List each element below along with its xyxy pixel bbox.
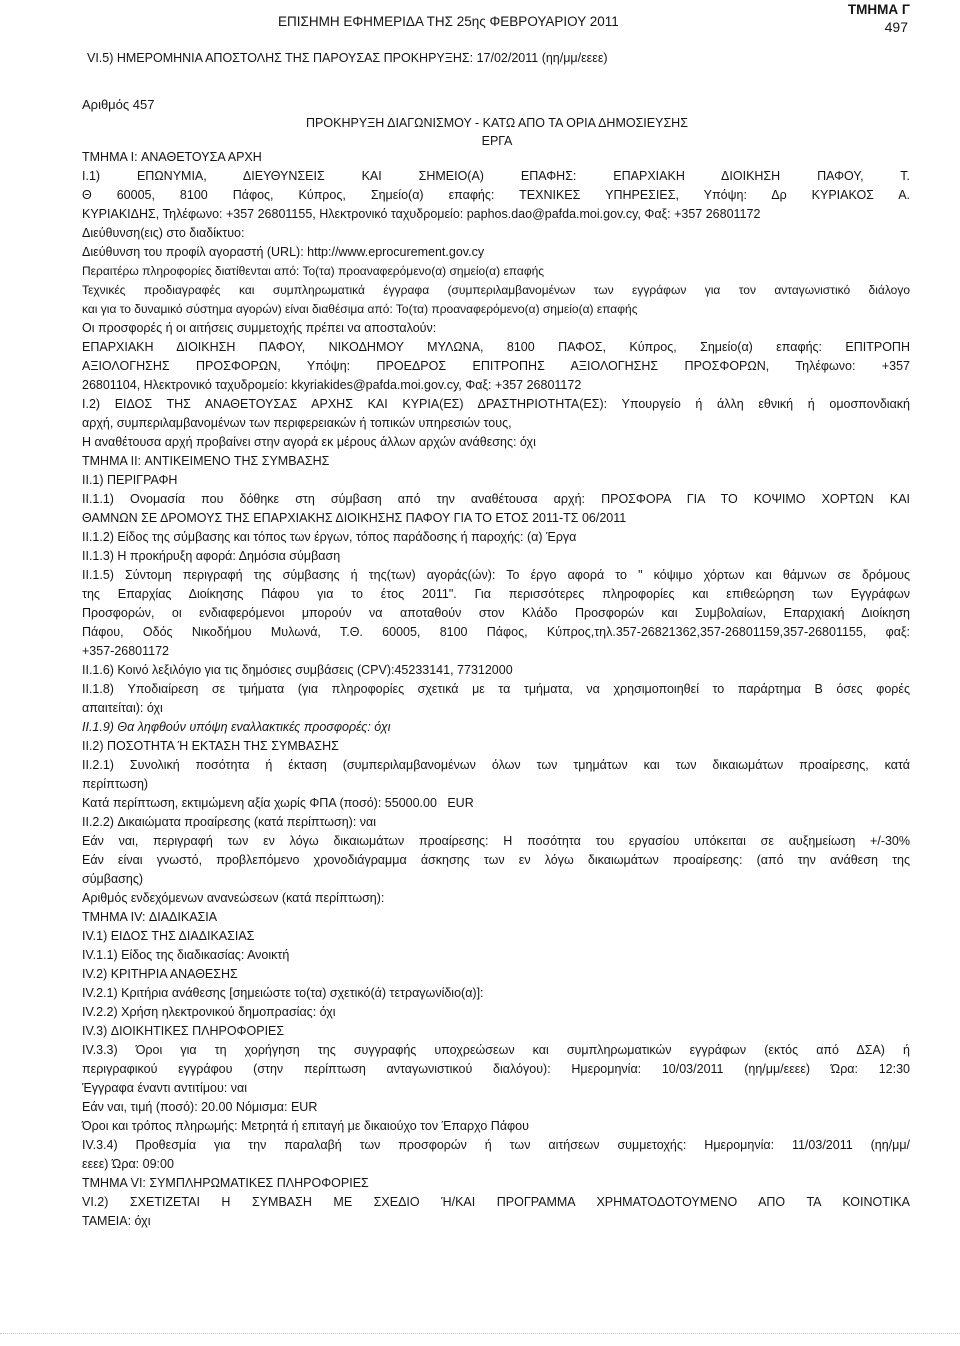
text-line: ΑΞΙΟΛΟΓΗΣΗΣ ΠΡΟΣΦΟΡΩΝ, Υπόψη: ΠΡΟΕΔΡΟΣ ΕΠΙΤΡΟΠΗΣ ΑΞΙΟΛΟΓΗΣΗΣ ΠΡΟΣΦΟΡΩΝ, Τηλέφωνο: +357: [82, 359, 910, 373]
text-line: Θ 60005, 8100 Πάφος, Κύπρος, Σημείο(α) επαφής: ΤΕΧΝΙΚΕΣ ΥΠΗΡΕΣΙΕΣ, Υπόψη: Δρ ΚΥΡΙΑΚΟΣ Α.: [82, 188, 910, 202]
text-line: Τεχνικές προδιαγραφές και συμπληρωματικά έγγραφα (συμπεριλαμβανομένων των εγγράφων για τον ανταγωνιστικό διάλογο: [82, 283, 910, 297]
text-line: IV.1.1) Είδος της διαδικασίας: Ανοικτή: [82, 948, 290, 962]
text-line: I.2) ΕΙΔΟΣ ΤΗΣ ΑΝΑΘΕΤΟΥΣΑΣ ΑΡΧΗΣ ΚΑΙ ΚΥΡΙΑ(ΕΣ) ΔΡΑΣΤΗΡΙΟΤΗΤΑ(ΕΣ): Υπουργείο ή άλλη εθνική ή ομοσπονδιακή: [82, 397, 910, 411]
text-line: Εάν ναι, τιμή (ποσό): 20.00 Νόμισμα: EUR: [82, 1100, 318, 1114]
text-line: και για το δυναμικό σύστημα αγορών) είναι διαθέσιμα από: Το(τα) προαναφερόμενο(α) σημείο(α) επαφής: [82, 302, 638, 316]
text-line: Προσφορών, οι ενδιαφερόμενοι μπορούν να αποταθούν στον Κλάδο Προσφορών και Συμβολαίων, Επαρχιακή Διοίκηση: [82, 606, 910, 620]
text-line: Διεύθυνση(εις) στο διαδίκτυο:: [82, 226, 245, 240]
subsection-heading: II.2) ΠΟΣΟΤΗΤΑ Ή ΕΚΤΑΣΗ ΤΗΣ ΣΥΜΒΑΣΗΣ: [82, 739, 339, 753]
subsection-heading: IV.2) ΚΡΙΤΗΡΙΑ ΑΝΑΘΕΣΗΣ: [82, 967, 238, 981]
text-line: IV.3.3) Όροι για τη χορήγηση της συγγραφής υποχρεώσεων και συμπληρωματικών εγγράφων (εκτός από ΔΣΑ) ή: [82, 1043, 910, 1057]
text-line: II.1.9) Θα ληφθούν υπόψη εναλλακτικές προσφορές: όχι: [82, 720, 391, 734]
text-line: περίπτωση): [82, 777, 149, 791]
section-heading: ΤΜΗΜΑ IV: ΔΙΑΔΙΚΑΣΙΑ: [82, 910, 218, 924]
text-line: II.1.3) Η προκήρυξη αφορά: Δημόσια σύμβαση: [82, 549, 341, 563]
text-line: II.1.2) Είδος της σύμβασης και τόπος των έργων, τόπος παράδοσης ή παροχής: (α) Έργα: [82, 530, 577, 544]
gazette-title: ΕΠΙΣΗΜΗ ΕΦΗΜΕΡΙΔΑ ΤΗΣ 25ης ΦΕΒΡΟΥΑΡΙΟΥ 2011: [278, 14, 619, 29]
text-line: Κατά περίπτωση, εκτιμώμενη αξία χωρίς ΦΠΑ (ποσό): 55000.00 EUR: [82, 796, 474, 810]
text-line: IV.2.2) Χρήση ηλεκτρονικού δημοπρασίας: όχι: [82, 1005, 336, 1019]
text-line: IV.2.1) Κριτήρια ανάθεσης [σημειώστε το(τα) σχετικό(ά) τετραγωνίδιο(α)]:: [82, 986, 484, 1000]
text-line: II.1.5) Σύντομη περιγραφή της σύμβασης ή της(των) αγοράς(ών): Το έργο αφορά το " κόψιμο χόρτων και θάμνων σε δρόμους: [82, 568, 910, 582]
text-line: Η αναθέτουσα αρχή προβαίνει στην αγορά εκ μέρους άλλων αρχών ανάθεσης: όχι: [82, 435, 536, 449]
text-line: II.2.1) Συνολική ποσότητα ή έκταση (συμπεριλαμβανομένων όλων των τμημάτων και των δικαιωμάτων προαίρεσης, κατά: [82, 758, 910, 772]
text-line: Περαιτέρω πληροφορίες διατίθενται από: Το(τα) προαναφερόμενο(α) σημείο(α) επαφής: [82, 264, 545, 278]
subsection-heading: IV.1) ΕΙΔΟΣ ΤΗΣ ΔΙΑΔΙΚΑΣΙΑΣ: [82, 929, 255, 943]
text-line: +357-26801172: [82, 644, 170, 658]
notice-number: Αριθμός 457: [82, 97, 155, 112]
subsection-heading: II.1) ΠΕΡΙΓΡΑΦΗ: [82, 473, 178, 487]
text-line: Αριθμός ενδεχόμενων ανανεώσεων (κατά περίπτωση):: [82, 891, 385, 905]
section-heading: ΤΜΗΜΑ I: ΑΝΑΘΕΤΟΥΣΑ ΑΡΧΗ: [82, 150, 262, 164]
gazette-part: ΤΜΗΜΑ Γ: [847, 2, 910, 17]
previous-notice-last-line: VI.5) ΗΜΕΡΟΜΗΝΙΑ ΑΠΟΣΤΟΛΗΣ ΤΗΣ ΠΑΡΟΥΣΑΣ ΠΡΟΚΗΡΥΞΗΣ: 17/02/2011 (ηη/μμ/εεεε): [87, 51, 608, 65]
text-line: ΕΠΑΡΧΙΑΚΗ ΔΙΟΙΚΗΣΗ ΠΑΦΟΥ, ΝΙΚΟΔΗΜΟΥ ΜΥΛΩΝΑ, 8100 ΠΑΦΟΣ, Κύπρος, Σημείο(α) επαφής: ΕΠΙΤΡΟΠΗ: [82, 340, 910, 354]
text-line: περιγραφικού εγγράφου (στην περίπτωση ανταγωνιστικού διαλόγου): Ημερομηνία: 10/03/2011 (ηη/μμ/εεεε) Ώρα: 12:30: [82, 1062, 910, 1076]
text-line: 26801104, Ηλεκτρονικό ταχυδρομείο: kkyriakides@pafda.moi.gov.cy, Φαξ: +357 26801172: [82, 378, 582, 392]
notice-body: [82, 148, 910, 1231]
text-line: Έγγραφα έναντι αντιτίμου: ναι: [82, 1081, 248, 1095]
text-line: ΚΥΡΙΑΚΙΔΗΣ, Τηλέφωνο: +357 26801155, Ηλεκτρονικό ταχυδρομείο: paphos.dao@pafda.moi.gov.cy, Φαξ: +357 26801172: [82, 207, 761, 221]
section-heading: ΤΜΗΜΑ VI: ΣΥΜΠΛΗΡΩΜΑΤΙΚΕΣ ΠΛΗΡΟΦΟΡΙΕΣ: [82, 1176, 369, 1190]
text-line: Διεύθυνση του προφίλ αγοραστή (URL): http://www.eprocurement.gov.cy: [82, 245, 485, 259]
text-line: Πάφου, Οδός Νικοδήμου Μυλωνά, Τ.Θ. 60005, 8100 Πάφος, Κύπρος,τηλ.357-26821362,357-26801159,357-26801155, φαξ:: [82, 625, 910, 639]
text-line: σύμβασης): [82, 872, 144, 886]
text-line: II.1.1) Ονομασία που δόθηκε στη σύμβαση από την αναθέτουσα αρχή: ΠΡΟΣΦΟΡΑ ΓΙΑ ΤΟ ΚΟΨΙΜΟ ΧΟΡΤΩΝ ΚΑΙ: [82, 492, 910, 506]
text-line: II.1.8) Υποδιαίρεση σε τμήματα (για πληροφορίες σχετικά με τα τμήματα, να χρησιμοποιηθεί το παράρτημα Β όσες φορές: [82, 682, 910, 696]
notice-subtitle: ΕΡΓΑ: [481, 134, 513, 148]
text-line: IV.3.4) Προθεσμία για την παραλαβή των προσφορών ή των αιτήσεων συμμετοχής: Ημερομηνία: 11/03/2011 (ηη/μμ/: [82, 1138, 910, 1152]
scan-edge-dots: [0, 1333, 960, 1334]
subsection-heading: IV.3) ΔΙΟΙΚΗΤΙΚΕΣ ΠΛΗΡΟΦΟΡΙΕΣ: [82, 1024, 285, 1038]
text-line: Εάν είναι γνωστό, προβλεπόμενο χρονοδιάγραμμα άσκησης των εν λόγω δικαιωμάτων προαίρεσης: (από την ανάθεση της: [82, 853, 910, 867]
page-number: 497: [884, 19, 908, 35]
section-heading: ΤΜΗΜΑ II: ΑΝΤΙΚΕΙΜΕΝΟ ΤΗΣ ΣΥΜΒΑΣΗΣ: [82, 454, 330, 468]
text-line: απαιτείται): όχι: [82, 701, 163, 715]
text-line: ΤΑΜΕΙΑ: όχι: [82, 1214, 151, 1228]
text-line: II.1.6) Κοινό λεξιλόγιο για τις δημόσιες συμβάσεις (CPV):45233141, 77312000: [82, 663, 513, 677]
text-line: της Επαρχίας Διοίκησης Πάφου για το έτος 2011". Για περισσότερες πληροφορίες και επιθεώρηση των Εγγράφων: [82, 587, 910, 601]
text-line: Οι προσφορές ή οι αιτήσεις συμμετοχής πρέπει να αποσταλούν:: [82, 321, 437, 335]
text-line: Εάν ναι, περιγραφή των εν λόγω δικαιωμάτων προαίρεσης: Η ποσότητα του εργασίου υπόκειται σε αυξημείωση +/-30%: [82, 834, 910, 848]
text-line: I.1) ΕΠΩΝΥΜΙΑ, ΔΙΕΥΘΥΝΣΕΙΣ ΚΑΙ ΣΗΜΕΙΟ(Α) ΕΠΑΦΗΣ: ΕΠΑΡΧΙΑΚΗ ΔΙΟΙΚΗΣΗ ΠΑΦΟΥ, Τ.: [82, 169, 910, 183]
text-line: ΘΑΜΝΩΝ ΣΕ ΔΡΟΜΟΥΣ ΤΗΣ ΕΠΑΡΧΙΑΚΗΣ ΔΙΟΙΚΗΣΗΣ ΠΑΦΟΥ ΓΙΑ ΤΟ ΕΤΟΣ 2011-ΤΣ 06/2011: [82, 511, 627, 525]
notice-title: ΠΡΟΚΗΡΥΞΗ ΔΙΑΓΩΝΙΣΜΟΥ - ΚΑΤΩ ΑΠΟ ΤΑ ΟΡΙΑ ΔΗΜΟΣΙΕΥΣΗΣ: [306, 116, 688, 130]
text-line: Όροι και τρόπος πληρωμής: Μετρητά ή επιταγή με δικαιούχο τον Έπαρχο Πάφου: [82, 1119, 529, 1133]
text-line: αρχή, συμπεριλαμβανομένων των περιφερειακών ή τοπικών υπηρεσιών τους,: [82, 416, 512, 430]
text-line: II.2.2) Δικαιώματα προαίρεσης (κατά περίπτωση): ναι: [82, 815, 377, 829]
text-line: εεεε) Ώρα: 09:00: [82, 1157, 174, 1171]
text-line: VI.2) ΣΧΕΤΙΖΕΤΑΙ Η ΣΥΜΒΑΣΗ ΜΕ ΣΧΕΔΙΟ Ή/ΚΑΙ ΠΡΟΓΡΑΜΜΑ ΧΡΗΜΑΤΟΔΟΤΟΥΜΕΝΟ ΑΠΟ ΤΑ ΚΟΙΝΟΤΙΚΑ: [82, 1195, 910, 1209]
